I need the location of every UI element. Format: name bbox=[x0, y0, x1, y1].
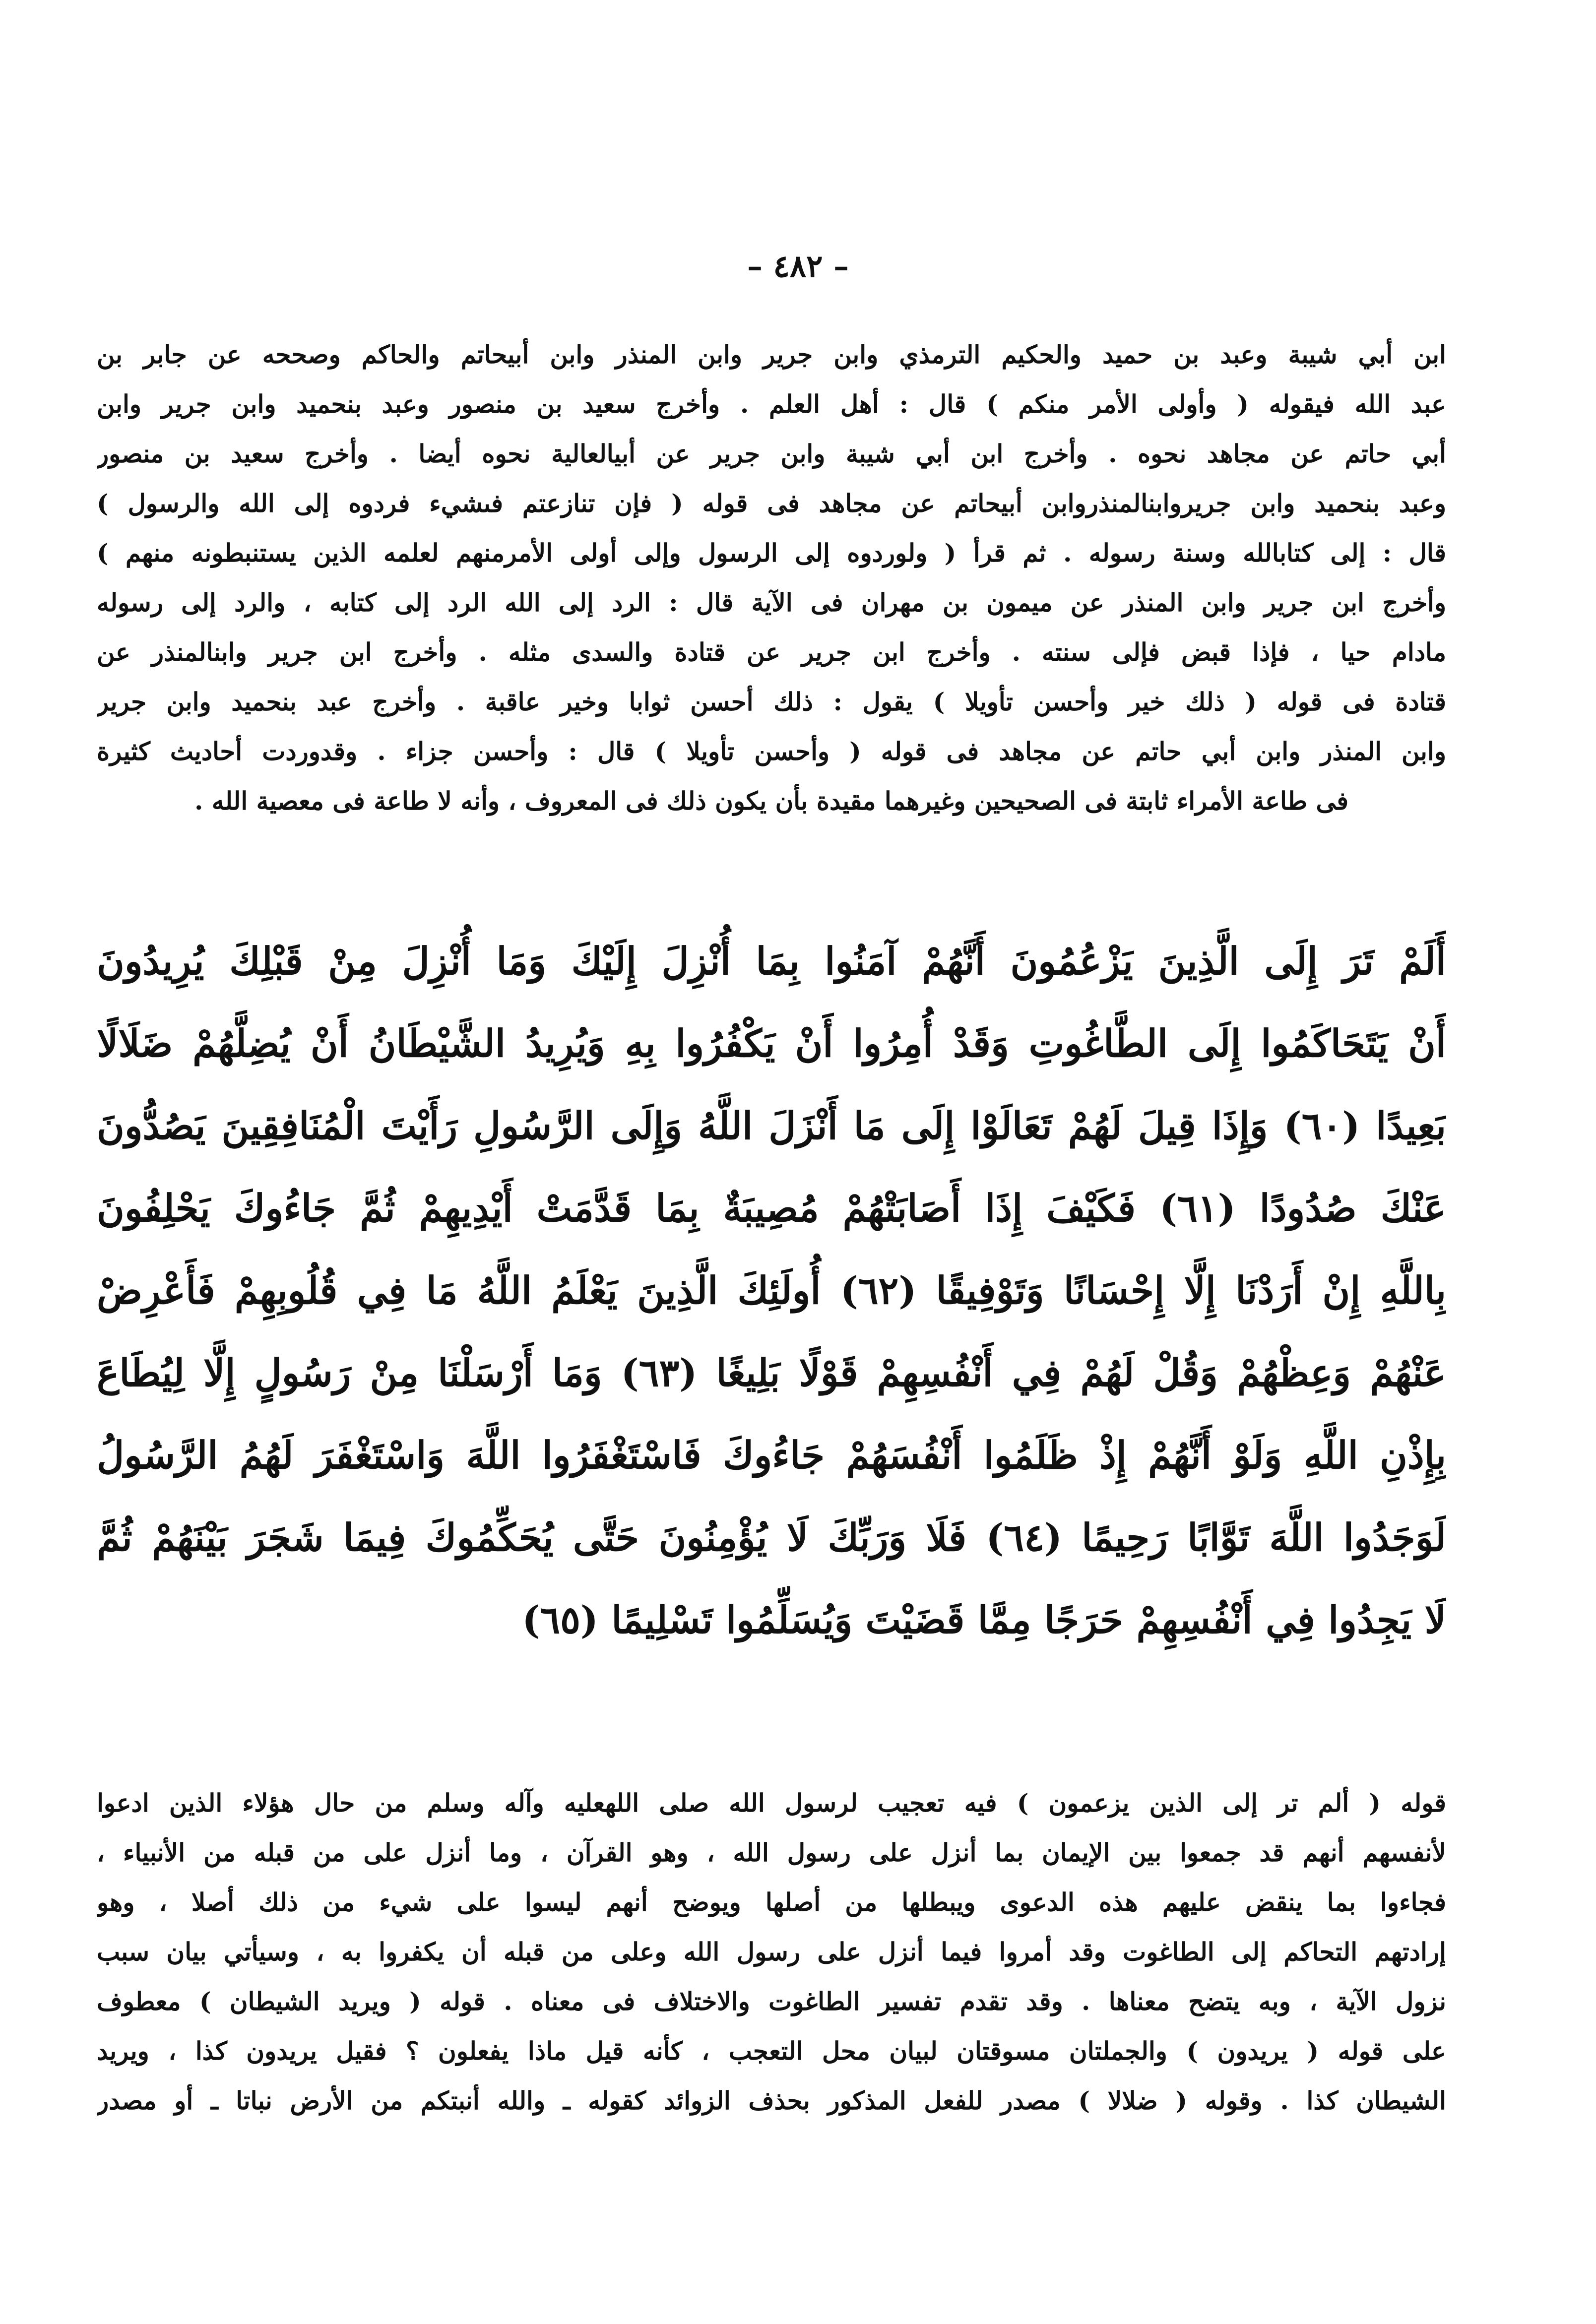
commentary-line: ابن أبي شيبة وعبد بن حميد والحكيم الترمذي وابن جرير وابن المنذر وابن أبيحاتم والحاكم وصححه عن جابر بن bbox=[97, 340, 1446, 369]
verse-line: عَنْكَ صُدُودًا (٦١) فَكَيْفَ إِذَا أَصَابَتْهُمْ مُصِيبَةٌ بِمَا قَدَّمَتْ أَيْدِيهِمْ ثُمَّ جَاءُوكَ يَحْلِفُونَ bbox=[97, 1186, 1446, 1230]
commentary-line: لأنفسهم أنهم قد جمعوا بين الإيمان بما أنزل على رسول الله ، وهو القرآن ، وما أنزل على من قبله من الأنبياء ، bbox=[97, 1838, 1446, 1867]
commentary-line: قوله ( ألم تر إلى الذين يزعمون ) فيه تعجيب لرسول الله صلى اللهعليه وآله وسلم من حال هؤلاء الذين ادعوا bbox=[97, 1788, 1446, 1818]
commentary-line: الشيطان كذا . وقوله ( ضلالا ) مصدر للفعل المذكور بحذف الزوائد كقوله ـ والله أنبتكم من الأرض نباتا ـ أو مصدر bbox=[97, 2086, 1446, 2115]
commentary-line: إرادتهم التحاكم إلى الطاغوت وقد أمروا فيما أنزل على رسول الله وعلى من قبله أن يكفروا به ، وسيأتي بيان سبب bbox=[97, 1937, 1446, 1966]
commentary-line: فجاءوا بما ينقض عليهم هذه الدعوى ويبطلها من أصلها ويوضح أنهم ليسوا على شيء من ذلك أصلا ، وهو bbox=[97, 1887, 1446, 1917]
commentary-line: مادام حيا ، فإذا قبض فإلى سنته . وأخرج ابن جرير عن قتادة والسدى مثله . وأخرج ابن جرير وابنالمنذر عن bbox=[97, 637, 1446, 667]
page-number: – ٤٨٢ – bbox=[747, 248, 849, 284]
verse-line: بِاللَّهِ إِنْ أَرَدْنَا إِلَّا إِحْسَانًا وَتَوْفِيقًا (٦٢) أُولَئِكَ الَّذِينَ يَعْلَمُ اللَّهُ مَا فِي قُلُوبِهِمْ فَأَعْرِضْ bbox=[97, 1268, 1446, 1313]
commentary-line: وابن المنذر وابن أبي حاتم عن مجاهد فى قوله ( وأحسن تأويلا ) قال : وأحسن جزاء . وقدوردت أحاديث كثيرة bbox=[97, 737, 1446, 766]
bottom-commentary bbox=[97, 1778, 1446, 2126]
verse-line: لَوَجَدُوا اللَّهَ تَوَّابًا رَحِيمًا (٦٤) فَلَا وَرَبِّكَ لَا يُؤْمِنُونَ حَتَّى يُحَكِّمُوكَ فِيمَا شَجَرَ بَيْنَهُمْ ثُمَّ bbox=[97, 1515, 1446, 1560]
quran-verses-block bbox=[97, 920, 1446, 1661]
verse-line: أَلَمْ تَرَ إِلَى الَّذِينَ يَزْعُمُونَ أَنَّهُمْ آمَنُوا بِمَا أُنْزِلَ إِلَيْكَ وَمَا أُنْزِلَ مِنْ قَبْلِكَ يُرِيدُونَ bbox=[97, 939, 1446, 983]
verse-line: بَعِيدًا (٦٠) وَإِذَا قِيلَ لَهُمْ تَعَالَوْا إِلَى مَا أَنْزَلَ اللَّهُ وَإِلَى الرَّسُولِ رَأَيْتَ الْمُنَافِقِينَ يَصُدُّونَ bbox=[97, 1104, 1446, 1148]
commentary-line: قتادة فى قوله ( ذلك خير وأحسن تأويلا ) يقول : ذلك أحسن ثوابا وخير عاقبة . وأخرج عبد بنحميد وابن جرير bbox=[97, 687, 1446, 716]
commentary-line: فى طاعة الأمراء ثابتة فى الصحيحين وغيرهما مقيدة بأن يكون ذلك فى المعروف ، وأنه لا طاعة فى معصية الله . bbox=[194, 786, 1349, 816]
verse-line: أَنْ يَتَحَاكَمُوا إِلَى الطَّاغُوتِ وَقَدْ أُمِرُوا أَنْ يَكْفُرُوا بِهِ وَيُرِيدُ الشَّيْطَانُ أَنْ يُضِلَّهُمْ ضَلَالًا bbox=[97, 1021, 1446, 1066]
commentary-line: نزول الآية ، وبه يتضح معناها . وقد تقدم تفسير الطاغوت والاختلاف فى معناه . قوله ( ويريد الشيطان ) معطوف bbox=[97, 1987, 1446, 2016]
commentary-line: وعبد بنحميد وابن جريروابنالمنذروابن أبيحاتم عن مجاهد فى قوله ( فإن تنازعتم فىشيء فردوه إلى الله والرسول ) bbox=[97, 489, 1446, 518]
commentary-line: أبي حاتم عن مجاهد نحوه . وأخرج ابن أبي شيبة وابن جرير عن أبيالعالية نحوه أيضا . وأخرج سعيد بن منصور bbox=[97, 439, 1446, 468]
commentary-line: على قوله ( يريدون ) والجملتان مسوقتان لبيان محل التعجب ، كأنه قيل ماذا يفعلون ؟ فقيل يريدون كذا ، ويريد bbox=[97, 2036, 1446, 2066]
commentary-line: وأخرج ابن جرير وابن المنذر عن ميمون بن مهران فى الآية قال : الرد إلى الله الرد إلى كتابه ، والرد إلى رسوله bbox=[97, 588, 1446, 617]
verse-line: عَنْهُمْ وَعِظْهُمْ وَقُلْ لَهُمْ فِي أَنْفُسِهِمْ قَوْلًا بَلِيغًا (٦٣) وَمَا أَرْسَلْنَا مِنْ رَسُولٍ إِلَّا لِيُطَاعَ bbox=[97, 1351, 1446, 1395]
verse-line: لَا يَجِدُوا فِي أَنْفُسِهِمْ حَرَجًا مِمَّا قَضَيْتَ وَيُسَلِّمُوا تَسْلِيمًا (٦٥) bbox=[522, 1598, 1446, 1642]
commentary-line: عبد الله فيقوله ( وأولى الأمر منكم ) قال : أهل العلم . وأخرج سعيد بن منصور وعبد بنحميد وابن جرير وابن bbox=[97, 389, 1446, 419]
verse-line: بِإِذْنِ اللَّهِ وَلَوْ أَنَّهُمْ إِذْ ظَلَمُوا أَنْفُسَهُمْ جَاءُوكَ فَاسْتَغْفَرُوا اللَّهَ وَاسْتَغْفَرَ لَهُمُ الرَّسُولُ bbox=[97, 1433, 1446, 1477]
top-commentary bbox=[97, 330, 1446, 826]
commentary-line: قال : إلى كتابالله وسنة رسوله . ثم قرأ ( ولوردوه إلى الرسول وإلى أولى الأمرمنهم لعلمه الذين يستنبطونه منهم ) bbox=[97, 538, 1446, 567]
